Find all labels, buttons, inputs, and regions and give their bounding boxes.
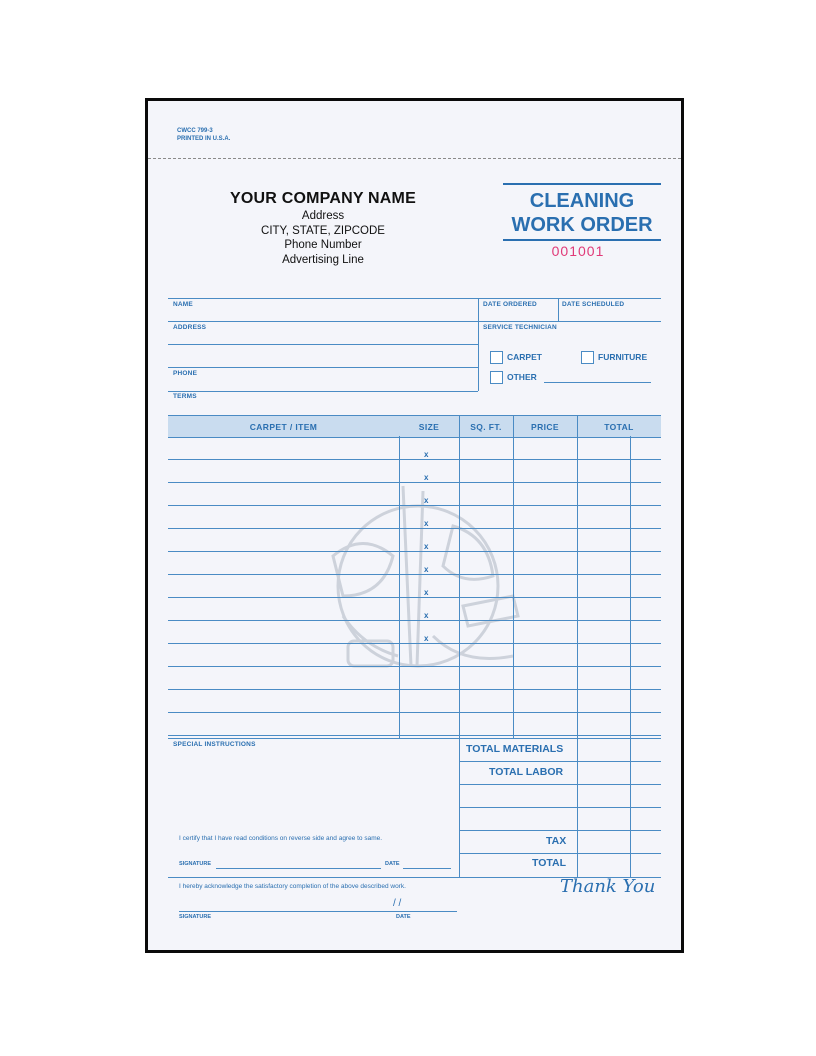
date-label-2: DATE — [396, 914, 411, 920]
signature-line-1 — [216, 868, 381, 869]
total-labor-label: TOTAL LABOR — [489, 766, 564, 778]
certify-text: I certify that I have read conditions on reverse side and agree to same. — [179, 835, 383, 842]
table-header — [168, 415, 661, 438]
company-block — [178, 189, 468, 267]
company-address: Address — [301, 210, 345, 222]
signature-label-1: SIGNATURE — [179, 861, 211, 867]
header-sq-ft: SQ. FT. — [470, 422, 502, 432]
title-line-2: WORK ORDER — [511, 214, 653, 236]
carpet-checkbox-label: CARPET — [507, 352, 542, 362]
other-checkbox-label: OTHER — [507, 372, 537, 382]
date-scheduled-label: DATE SCHEDULED — [562, 301, 625, 308]
table-row — [168, 643, 661, 644]
total-label: TOTAL — [532, 857, 567, 869]
perforation-line — [148, 158, 681, 159]
cleaning-tools-watermark-icon — [313, 466, 533, 696]
company-city: CITY, STATE, ZIPCODE — [261, 224, 385, 237]
furniture-checkbox[interactable] — [581, 351, 594, 364]
name-label: NAME — [173, 301, 193, 308]
signature-line-2 — [179, 911, 457, 912]
size-x-marker: x — [424, 588, 429, 597]
company-phone: Phone Number — [284, 239, 362, 251]
company-name: YOUR COMPANY NAME — [230, 190, 416, 207]
header-total: TOTAL — [604, 422, 634, 432]
company-advertising: Advertising Line — [282, 253, 364, 266]
table-row — [168, 666, 661, 667]
table-row — [168, 505, 661, 506]
title-line-1: CLEANING — [529, 190, 635, 212]
size-x-marker: x — [424, 450, 429, 459]
size-x-marker: x — [424, 496, 429, 505]
header-price: PRICE — [531, 422, 559, 432]
size-x-marker: x — [424, 542, 429, 551]
table-row — [168, 735, 661, 736]
size-x-marker: x — [424, 634, 429, 643]
furniture-checkbox-label: FURNITURE — [598, 352, 648, 362]
table-row — [168, 574, 661, 575]
table-row — [168, 551, 661, 552]
size-x-marker: x — [424, 519, 429, 528]
other-checkbox[interactable] — [490, 371, 503, 384]
other-line — [544, 382, 651, 383]
table-row — [168, 620, 661, 621]
date-ordered-label: DATE ORDERED — [483, 301, 537, 308]
table-row — [168, 689, 661, 690]
tax-label: TAX — [546, 835, 567, 847]
carpet-checkbox[interactable] — [490, 351, 503, 364]
header-size: SIZE — [418, 422, 440, 432]
table-row — [168, 712, 661, 713]
terms-label: TERMS — [173, 393, 197, 400]
table-row — [168, 482, 661, 483]
table-row — [168, 528, 661, 529]
table-row — [168, 597, 661, 598]
special-instructions-label: SPECIAL INSTRUCTIONS — [173, 741, 256, 748]
acknowledge-text: I hereby acknowledge the satisfactory completion of the above described work. — [179, 883, 406, 890]
date-label-1: DATE — [385, 861, 400, 867]
work-order-form — [145, 98, 684, 953]
form-title — [503, 183, 661, 241]
service-technician-label: SERVICE TECHNICIAN — [483, 324, 557, 331]
signature-label-2: SIGNATURE — [179, 914, 211, 920]
thank-you-script: Thank You — [560, 876, 656, 897]
header-carpet-item: CARPET / ITEM — [249, 422, 318, 432]
phone-label: PHONE — [173, 370, 198, 377]
table-row — [168, 459, 661, 460]
size-x-marker: x — [424, 473, 429, 482]
date-line-1 — [403, 868, 451, 869]
order-number: 001001 — [551, 243, 605, 259]
date-slashes: / / — [393, 898, 402, 909]
size-x-marker: x — [424, 611, 429, 620]
total-materials-label: TOTAL MATERIALS — [466, 743, 564, 755]
size-x-marker: x — [424, 565, 429, 574]
form-code: CWCC 799-3 PRINTED IN U.S.A. — [177, 128, 231, 142]
address-label: ADDRESS — [173, 324, 207, 331]
